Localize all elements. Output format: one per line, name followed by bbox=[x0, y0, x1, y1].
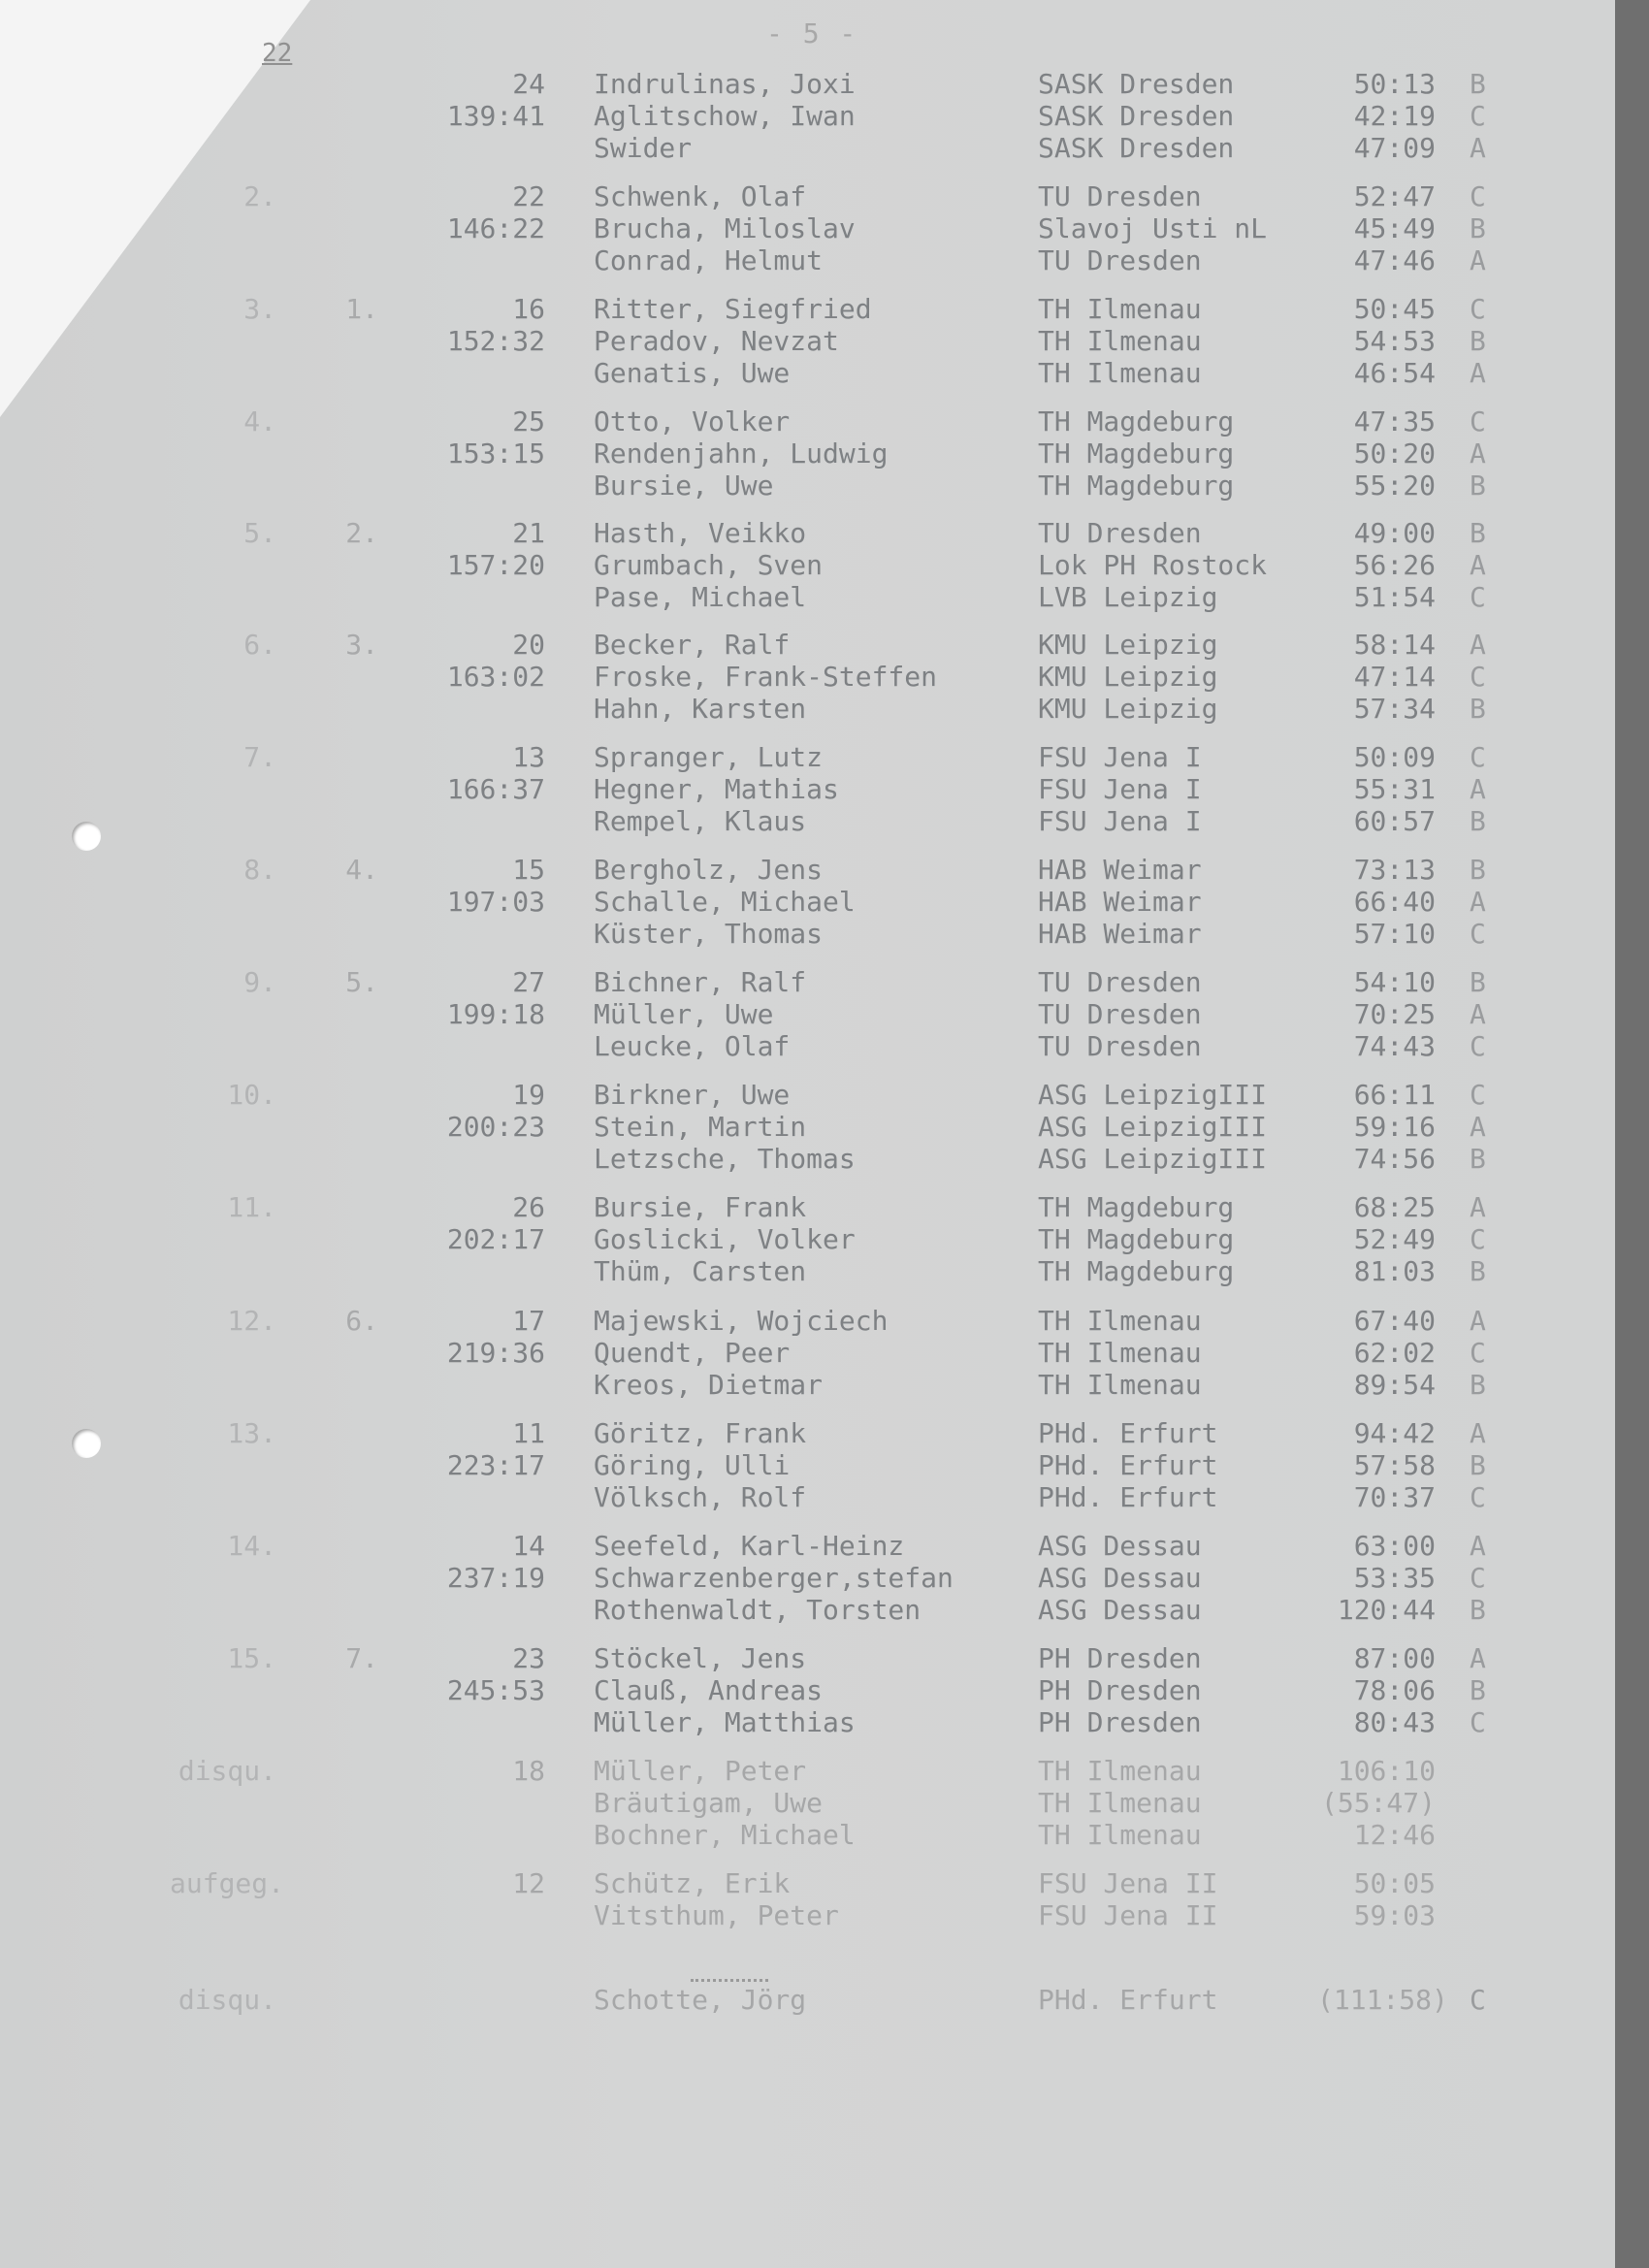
leg-time: 47:14 bbox=[1353, 661, 1436, 693]
leg-letter: A bbox=[1470, 1111, 1486, 1143]
leg-time: 81:03 bbox=[1353, 1255, 1436, 1287]
total-time: 219:36 bbox=[446, 1337, 545, 1369]
runner-name: Kreos, Dietmar bbox=[594, 1369, 824, 1401]
leg-letter: B bbox=[1470, 693, 1486, 725]
runner-name: Stöckel, Jens bbox=[594, 1642, 807, 1674]
club-name: ASG LeipzigIII bbox=[1038, 1111, 1268, 1143]
leg-letter: A bbox=[1470, 998, 1486, 1030]
runner-name: Goslicki, Volker bbox=[594, 1223, 856, 1255]
club-name: FSU Jena I bbox=[1038, 741, 1202, 773]
club-name: SASK Dresden bbox=[1038, 68, 1235, 100]
leg-time: 51:54 bbox=[1353, 581, 1436, 613]
placement: 2. bbox=[243, 180, 276, 212]
result-entry bbox=[0, 629, 1615, 725]
placement: 5. bbox=[243, 517, 276, 549]
runner-name: Spranger, Lutz bbox=[594, 741, 824, 773]
result-entry bbox=[0, 966, 1615, 1062]
result-entry bbox=[0, 1984, 1615, 2016]
leg-time: 47:35 bbox=[1353, 405, 1436, 437]
club-name: PH Dresden bbox=[1038, 1674, 1202, 1706]
leg-time: 87:00 bbox=[1353, 1642, 1436, 1674]
runner-name: Seefeld, Karl-Heinz bbox=[594, 1530, 905, 1562]
club-name: TH Ilmenau bbox=[1038, 1305, 1202, 1337]
runner-name: Göritz, Frank bbox=[594, 1417, 807, 1449]
leg-letter: A bbox=[1470, 244, 1486, 276]
leg-time: 50:45 bbox=[1353, 293, 1436, 325]
leg-letter: A bbox=[1470, 357, 1486, 389]
runner-name: Pase, Michael bbox=[594, 581, 807, 613]
leg-letter: A bbox=[1470, 773, 1486, 805]
leg-letter: B bbox=[1470, 1255, 1486, 1287]
leg-letter: C bbox=[1470, 918, 1486, 950]
runner-name: Ritter, Siegfried bbox=[594, 293, 872, 325]
club-name: PH Dresden bbox=[1038, 1706, 1202, 1738]
leg-time: 78:06 bbox=[1353, 1674, 1436, 1706]
class-placement: 2. bbox=[345, 517, 378, 549]
club-name: TU Dresden bbox=[1038, 966, 1202, 998]
club-name: TU Dresden bbox=[1038, 244, 1202, 276]
leg-letter: A bbox=[1470, 886, 1486, 918]
runner-name: Schütz, Erik bbox=[594, 1867, 791, 1899]
leg-time: 120:44 bbox=[1337, 1594, 1436, 1626]
leg-time: 57:34 bbox=[1353, 693, 1436, 725]
leg-time: 52:47 bbox=[1353, 180, 1436, 212]
club-name: KMU Leipzig bbox=[1038, 693, 1218, 725]
runner-name: Grumbach, Sven bbox=[594, 549, 824, 581]
leg-letter: A bbox=[1470, 132, 1486, 164]
leg-time: 50:09 bbox=[1353, 741, 1436, 773]
result-entry bbox=[0, 405, 1615, 502]
leg-time: 58:14 bbox=[1353, 629, 1436, 661]
club-name: TH Magdeburg bbox=[1038, 470, 1235, 502]
club-name: TH Ilmenau bbox=[1038, 293, 1202, 325]
class-placement: 3. bbox=[345, 629, 378, 661]
runner-name: Rendenjahn, Ludwig bbox=[594, 437, 889, 470]
team-number: 11 bbox=[512, 1417, 545, 1449]
leg-time: 74:43 bbox=[1353, 1030, 1436, 1062]
page-number: - 5 - bbox=[766, 17, 858, 49]
club-name: FSU Jena I bbox=[1038, 773, 1202, 805]
result-entry bbox=[0, 1305, 1615, 1401]
club-name: PHd. Erfurt bbox=[1038, 1481, 1218, 1513]
club-name: TH Ilmenau bbox=[1038, 1337, 1202, 1369]
runner-name: Swider bbox=[594, 132, 693, 164]
club-name: PHd. Erfurt bbox=[1038, 1984, 1218, 2016]
leg-time: 49:00 bbox=[1353, 517, 1436, 549]
leg-letter: B bbox=[1470, 1369, 1486, 1401]
total-time: 139:41 bbox=[446, 100, 545, 132]
leg-letter: C bbox=[1470, 100, 1486, 132]
leg-time: 66:40 bbox=[1353, 886, 1436, 918]
leg-time: 57:10 bbox=[1353, 918, 1436, 950]
placement: 4. bbox=[243, 405, 276, 437]
runner-name: Brucha, Miloslav bbox=[594, 212, 856, 244]
leg-letter: C bbox=[1470, 1337, 1486, 1369]
leg-letter: C bbox=[1470, 1223, 1486, 1255]
separator-line bbox=[691, 1979, 768, 1985]
leg-time: 50:05 bbox=[1353, 1867, 1436, 1899]
team-number: 18 bbox=[512, 1755, 545, 1787]
club-name: TH Magdeburg bbox=[1038, 1223, 1235, 1255]
leg-time: 50:20 bbox=[1353, 437, 1436, 470]
team-number: 17 bbox=[512, 1305, 545, 1337]
club-name: KMU Leipzig bbox=[1038, 629, 1218, 661]
leg-time: 73:13 bbox=[1353, 854, 1436, 886]
result-entry bbox=[0, 1642, 1615, 1738]
runner-name: Majewski, Wojciech bbox=[594, 1305, 889, 1337]
club-name: TH Magdeburg bbox=[1038, 1191, 1235, 1223]
leg-letter: B bbox=[1470, 1674, 1486, 1706]
runner-name: Letzsche, Thomas bbox=[594, 1143, 856, 1175]
leg-letter: C bbox=[1470, 1706, 1486, 1738]
total-time: 166:37 bbox=[446, 773, 545, 805]
leg-time: 47:46 bbox=[1353, 244, 1436, 276]
runner-name: Schwenk, Olaf bbox=[594, 180, 807, 212]
club-name: ASG Dessau bbox=[1038, 1530, 1202, 1562]
total-time: 199:18 bbox=[446, 998, 545, 1030]
club-name: HAB Weimar bbox=[1038, 918, 1202, 950]
result-entry bbox=[0, 1755, 1615, 1851]
leg-letter: C bbox=[1470, 180, 1486, 212]
club-name: Lok PH Rostock bbox=[1038, 549, 1268, 581]
runner-name: Birkner, Uwe bbox=[594, 1079, 791, 1111]
leg-letter: A bbox=[1470, 1305, 1486, 1337]
total-time: 157:20 bbox=[446, 549, 545, 581]
leg-letter: C bbox=[1470, 1984, 1486, 2016]
result-entry bbox=[0, 1417, 1615, 1513]
total-time: 163:02 bbox=[446, 661, 545, 693]
leg-time: 66:11 bbox=[1353, 1079, 1436, 1111]
leg-letter: C bbox=[1470, 405, 1486, 437]
leg-time: 12:46 bbox=[1353, 1819, 1436, 1851]
leg-letter: C bbox=[1470, 741, 1486, 773]
runner-name: Stein, Martin bbox=[594, 1111, 807, 1143]
total-time: 223:17 bbox=[446, 1449, 545, 1481]
class-placement: 6. bbox=[345, 1305, 378, 1337]
class-placement: 7. bbox=[345, 1642, 378, 1674]
runner-name: Conrad, Helmut bbox=[594, 244, 824, 276]
result-entry bbox=[0, 1191, 1615, 1287]
runner-name: Müller, Peter bbox=[594, 1755, 807, 1787]
club-name: FSU Jena II bbox=[1038, 1867, 1218, 1899]
class-placement: 4. bbox=[345, 854, 378, 886]
runner-name: Schwarzenberger,stefan bbox=[594, 1562, 954, 1594]
club-name: TH Ilmenau bbox=[1038, 1819, 1202, 1851]
placement: aufgeg. bbox=[170, 1867, 285, 1899]
placement: 8. bbox=[243, 854, 276, 886]
club-name: SASK Dresden bbox=[1038, 132, 1235, 164]
club-name: SASK Dresden bbox=[1038, 100, 1235, 132]
team-number: 16 bbox=[512, 293, 545, 325]
class-placement: 5. bbox=[345, 966, 378, 998]
total-time: 146:22 bbox=[446, 212, 545, 244]
runner-name: Bursie, Frank bbox=[594, 1191, 807, 1223]
leg-time: 57:58 bbox=[1353, 1449, 1436, 1481]
total-time: 200:23 bbox=[446, 1111, 545, 1143]
leg-time: (111:58) bbox=[1317, 1984, 1448, 2016]
total-time: 245:53 bbox=[446, 1674, 545, 1706]
leg-letter: C bbox=[1470, 1079, 1486, 1111]
runner-name: Quendt, Peer bbox=[594, 1337, 791, 1369]
team-number: 23 bbox=[512, 1642, 545, 1674]
club-name: LVB Leipzig bbox=[1038, 581, 1218, 613]
placement: 11. bbox=[227, 1191, 276, 1223]
leg-time: 59:03 bbox=[1353, 1899, 1436, 1931]
leg-letter: C bbox=[1470, 1030, 1486, 1062]
club-name: TH Ilmenau bbox=[1038, 1755, 1202, 1787]
page-corner-mark: 22 bbox=[262, 39, 293, 68]
leg-letter: B bbox=[1470, 854, 1486, 886]
club-name: PH Dresden bbox=[1038, 1642, 1202, 1674]
leg-letter: B bbox=[1470, 470, 1486, 502]
leg-time: 46:54 bbox=[1353, 357, 1436, 389]
runner-name: Genatis, Uwe bbox=[594, 357, 791, 389]
total-time: 237:19 bbox=[446, 1562, 545, 1594]
placement: 14. bbox=[227, 1530, 276, 1562]
leg-time: 70:25 bbox=[1353, 998, 1436, 1030]
team-number: 14 bbox=[512, 1530, 545, 1562]
total-time: 202:17 bbox=[446, 1223, 545, 1255]
runner-name: Hasth, Veikko bbox=[594, 517, 807, 549]
class-placement: 1. bbox=[345, 293, 378, 325]
runner-name: Völksch, Rolf bbox=[594, 1481, 807, 1513]
runner-name: Aglitschow, Iwan bbox=[594, 100, 856, 132]
runner-name: Bursie, Uwe bbox=[594, 470, 774, 502]
placement: 15. bbox=[227, 1642, 276, 1674]
runner-name: Vitsthum, Peter bbox=[594, 1899, 839, 1931]
runner-name: Peradov, Nevzat bbox=[594, 325, 839, 357]
team-number: 22 bbox=[512, 180, 545, 212]
runner-name: Schotte, Jörg bbox=[594, 1984, 807, 2016]
runner-name: Hegner, Mathias bbox=[594, 773, 839, 805]
runner-name: Froske, Frank-Steffen bbox=[594, 661, 938, 693]
leg-time: 53:35 bbox=[1353, 1562, 1436, 1594]
result-entry bbox=[0, 1867, 1615, 1931]
runner-name: Hahn, Karsten bbox=[594, 693, 807, 725]
placement: 9. bbox=[243, 966, 276, 998]
runner-name: Schalle, Michael bbox=[594, 886, 856, 918]
leg-time: 70:37 bbox=[1353, 1481, 1436, 1513]
leg-time: 63:00 bbox=[1353, 1530, 1436, 1562]
runner-name: Rothenwaldt, Torsten bbox=[594, 1594, 922, 1626]
runner-name: Indrulinas, Joxi bbox=[594, 68, 856, 100]
team-number: 13 bbox=[512, 741, 545, 773]
club-name: TH Magdeburg bbox=[1038, 1255, 1235, 1287]
placement: disqu. bbox=[178, 1984, 276, 2016]
club-name: HAB Weimar bbox=[1038, 886, 1202, 918]
leg-letter: B bbox=[1470, 68, 1486, 100]
leg-letter: A bbox=[1470, 1191, 1486, 1223]
runner-name: Müller, Uwe bbox=[594, 998, 774, 1030]
leg-letter: C bbox=[1470, 293, 1486, 325]
result-entry bbox=[0, 293, 1615, 389]
leg-time: 47:09 bbox=[1353, 132, 1436, 164]
leg-time: 68:25 bbox=[1353, 1191, 1436, 1223]
total-time: 197:03 bbox=[446, 886, 545, 918]
runner-name: Göring, Ulli bbox=[594, 1449, 791, 1481]
placement: 3. bbox=[243, 293, 276, 325]
total-time: 153:15 bbox=[446, 437, 545, 470]
leg-time: 54:53 bbox=[1353, 325, 1436, 357]
leg-letter: B bbox=[1470, 1449, 1486, 1481]
team-number: 12 bbox=[512, 1867, 545, 1899]
runner-name: Leucke, Olaf bbox=[594, 1030, 791, 1062]
runner-name: Clauß, Andreas bbox=[594, 1674, 824, 1706]
leg-time: 106:10 bbox=[1337, 1755, 1436, 1787]
leg-letter: A bbox=[1470, 629, 1486, 661]
club-name: PHd. Erfurt bbox=[1038, 1417, 1218, 1449]
leg-letter: C bbox=[1470, 661, 1486, 693]
team-number: 24 bbox=[512, 68, 545, 100]
leg-time: 55:20 bbox=[1353, 470, 1436, 502]
club-name: TH Magdeburg bbox=[1038, 437, 1235, 470]
leg-letter: A bbox=[1470, 437, 1486, 470]
leg-letter: C bbox=[1470, 1481, 1486, 1513]
runner-name: Bichner, Ralf bbox=[594, 966, 807, 998]
leg-letter: A bbox=[1470, 549, 1486, 581]
leg-time: 60:57 bbox=[1353, 805, 1436, 837]
club-name: TU Dresden bbox=[1038, 517, 1202, 549]
club-name: TH Ilmenau bbox=[1038, 1787, 1202, 1819]
result-entry bbox=[0, 1079, 1615, 1175]
team-number: 25 bbox=[512, 405, 545, 437]
placement: 13. bbox=[227, 1417, 276, 1449]
club-name: ASG LeipzigIII bbox=[1038, 1143, 1268, 1175]
leg-time: 42:19 bbox=[1353, 100, 1436, 132]
leg-time: 67:40 bbox=[1353, 1305, 1436, 1337]
club-name: TH Ilmenau bbox=[1038, 357, 1202, 389]
club-name: TU Dresden bbox=[1038, 998, 1202, 1030]
runner-name: Becker, Ralf bbox=[594, 629, 791, 661]
leg-letter: C bbox=[1470, 581, 1486, 613]
placement: disqu. bbox=[178, 1755, 276, 1787]
result-entry bbox=[0, 1530, 1615, 1626]
leg-time: 74:56 bbox=[1353, 1143, 1436, 1175]
leg-time: 80:43 bbox=[1353, 1706, 1436, 1738]
team-number: 15 bbox=[512, 854, 545, 886]
leg-letter: B bbox=[1470, 966, 1486, 998]
leg-time: 56:26 bbox=[1353, 549, 1436, 581]
leg-time: (55:47) bbox=[1320, 1787, 1436, 1819]
leg-time: 54:10 bbox=[1353, 966, 1436, 998]
result-entry bbox=[0, 741, 1615, 837]
leg-letter: A bbox=[1470, 1417, 1486, 1449]
runner-name: Bräutigam, Uwe bbox=[594, 1787, 824, 1819]
team-number: 27 bbox=[512, 966, 545, 998]
club-name: TU Dresden bbox=[1038, 180, 1202, 212]
team-number: 19 bbox=[512, 1079, 545, 1111]
result-entry bbox=[0, 180, 1615, 276]
leg-letter: A bbox=[1470, 1530, 1486, 1562]
runner-name: Bergholz, Jens bbox=[594, 854, 824, 886]
leg-letter: B bbox=[1470, 325, 1486, 357]
leg-time: 94:42 bbox=[1353, 1417, 1436, 1449]
leg-time: 45:49 bbox=[1353, 212, 1436, 244]
runner-name: Rempel, Klaus bbox=[594, 805, 807, 837]
runner-name: Bochner, Michael bbox=[594, 1819, 856, 1851]
club-name: ASG LeipzigIII bbox=[1038, 1079, 1268, 1111]
leg-time: 52:49 bbox=[1353, 1223, 1436, 1255]
result-entry bbox=[0, 517, 1615, 613]
runner-name: Küster, Thomas bbox=[594, 918, 824, 950]
leg-letter: C bbox=[1470, 1562, 1486, 1594]
club-name: Slavoj Usti nL bbox=[1038, 212, 1268, 244]
total-time: 152:32 bbox=[446, 325, 545, 357]
club-name: TH Ilmenau bbox=[1038, 325, 1202, 357]
result-entry bbox=[0, 68, 1615, 164]
leg-letter: B bbox=[1470, 805, 1486, 837]
leg-time: 59:16 bbox=[1353, 1111, 1436, 1143]
team-number: 26 bbox=[512, 1191, 545, 1223]
club-name: TU Dresden bbox=[1038, 1030, 1202, 1062]
club-name: FSU Jena I bbox=[1038, 805, 1202, 837]
placement: 10. bbox=[227, 1079, 276, 1111]
leg-letter: B bbox=[1470, 1594, 1486, 1626]
runner-name: Müller, Matthias bbox=[594, 1706, 856, 1738]
leg-time: 55:31 bbox=[1353, 773, 1436, 805]
club-name: ASG Dessau bbox=[1038, 1594, 1202, 1626]
leg-time: 50:13 bbox=[1353, 68, 1436, 100]
runner-name: Thüm, Carsten bbox=[594, 1255, 807, 1287]
club-name: KMU Leipzig bbox=[1038, 661, 1218, 693]
club-name: FSU Jena II bbox=[1038, 1899, 1218, 1931]
leg-letter: B bbox=[1470, 1143, 1486, 1175]
result-entry bbox=[0, 854, 1615, 950]
leg-time: 89:54 bbox=[1353, 1369, 1436, 1401]
leg-letter: A bbox=[1470, 1642, 1486, 1674]
club-name: ASG Dessau bbox=[1038, 1562, 1202, 1594]
leg-letter: B bbox=[1470, 517, 1486, 549]
club-name: TH Magdeburg bbox=[1038, 405, 1235, 437]
club-name: PHd. Erfurt bbox=[1038, 1449, 1218, 1481]
team-number: 20 bbox=[512, 629, 545, 661]
placement: 6. bbox=[243, 629, 276, 661]
placement: 12. bbox=[227, 1305, 276, 1337]
club-name: TH Ilmenau bbox=[1038, 1369, 1202, 1401]
team-number: 21 bbox=[512, 517, 545, 549]
club-name: HAB Weimar bbox=[1038, 854, 1202, 886]
leg-time: 62:02 bbox=[1353, 1337, 1436, 1369]
placement: 7. bbox=[243, 741, 276, 773]
leg-letter: B bbox=[1470, 212, 1486, 244]
runner-name: Otto, Volker bbox=[594, 405, 791, 437]
